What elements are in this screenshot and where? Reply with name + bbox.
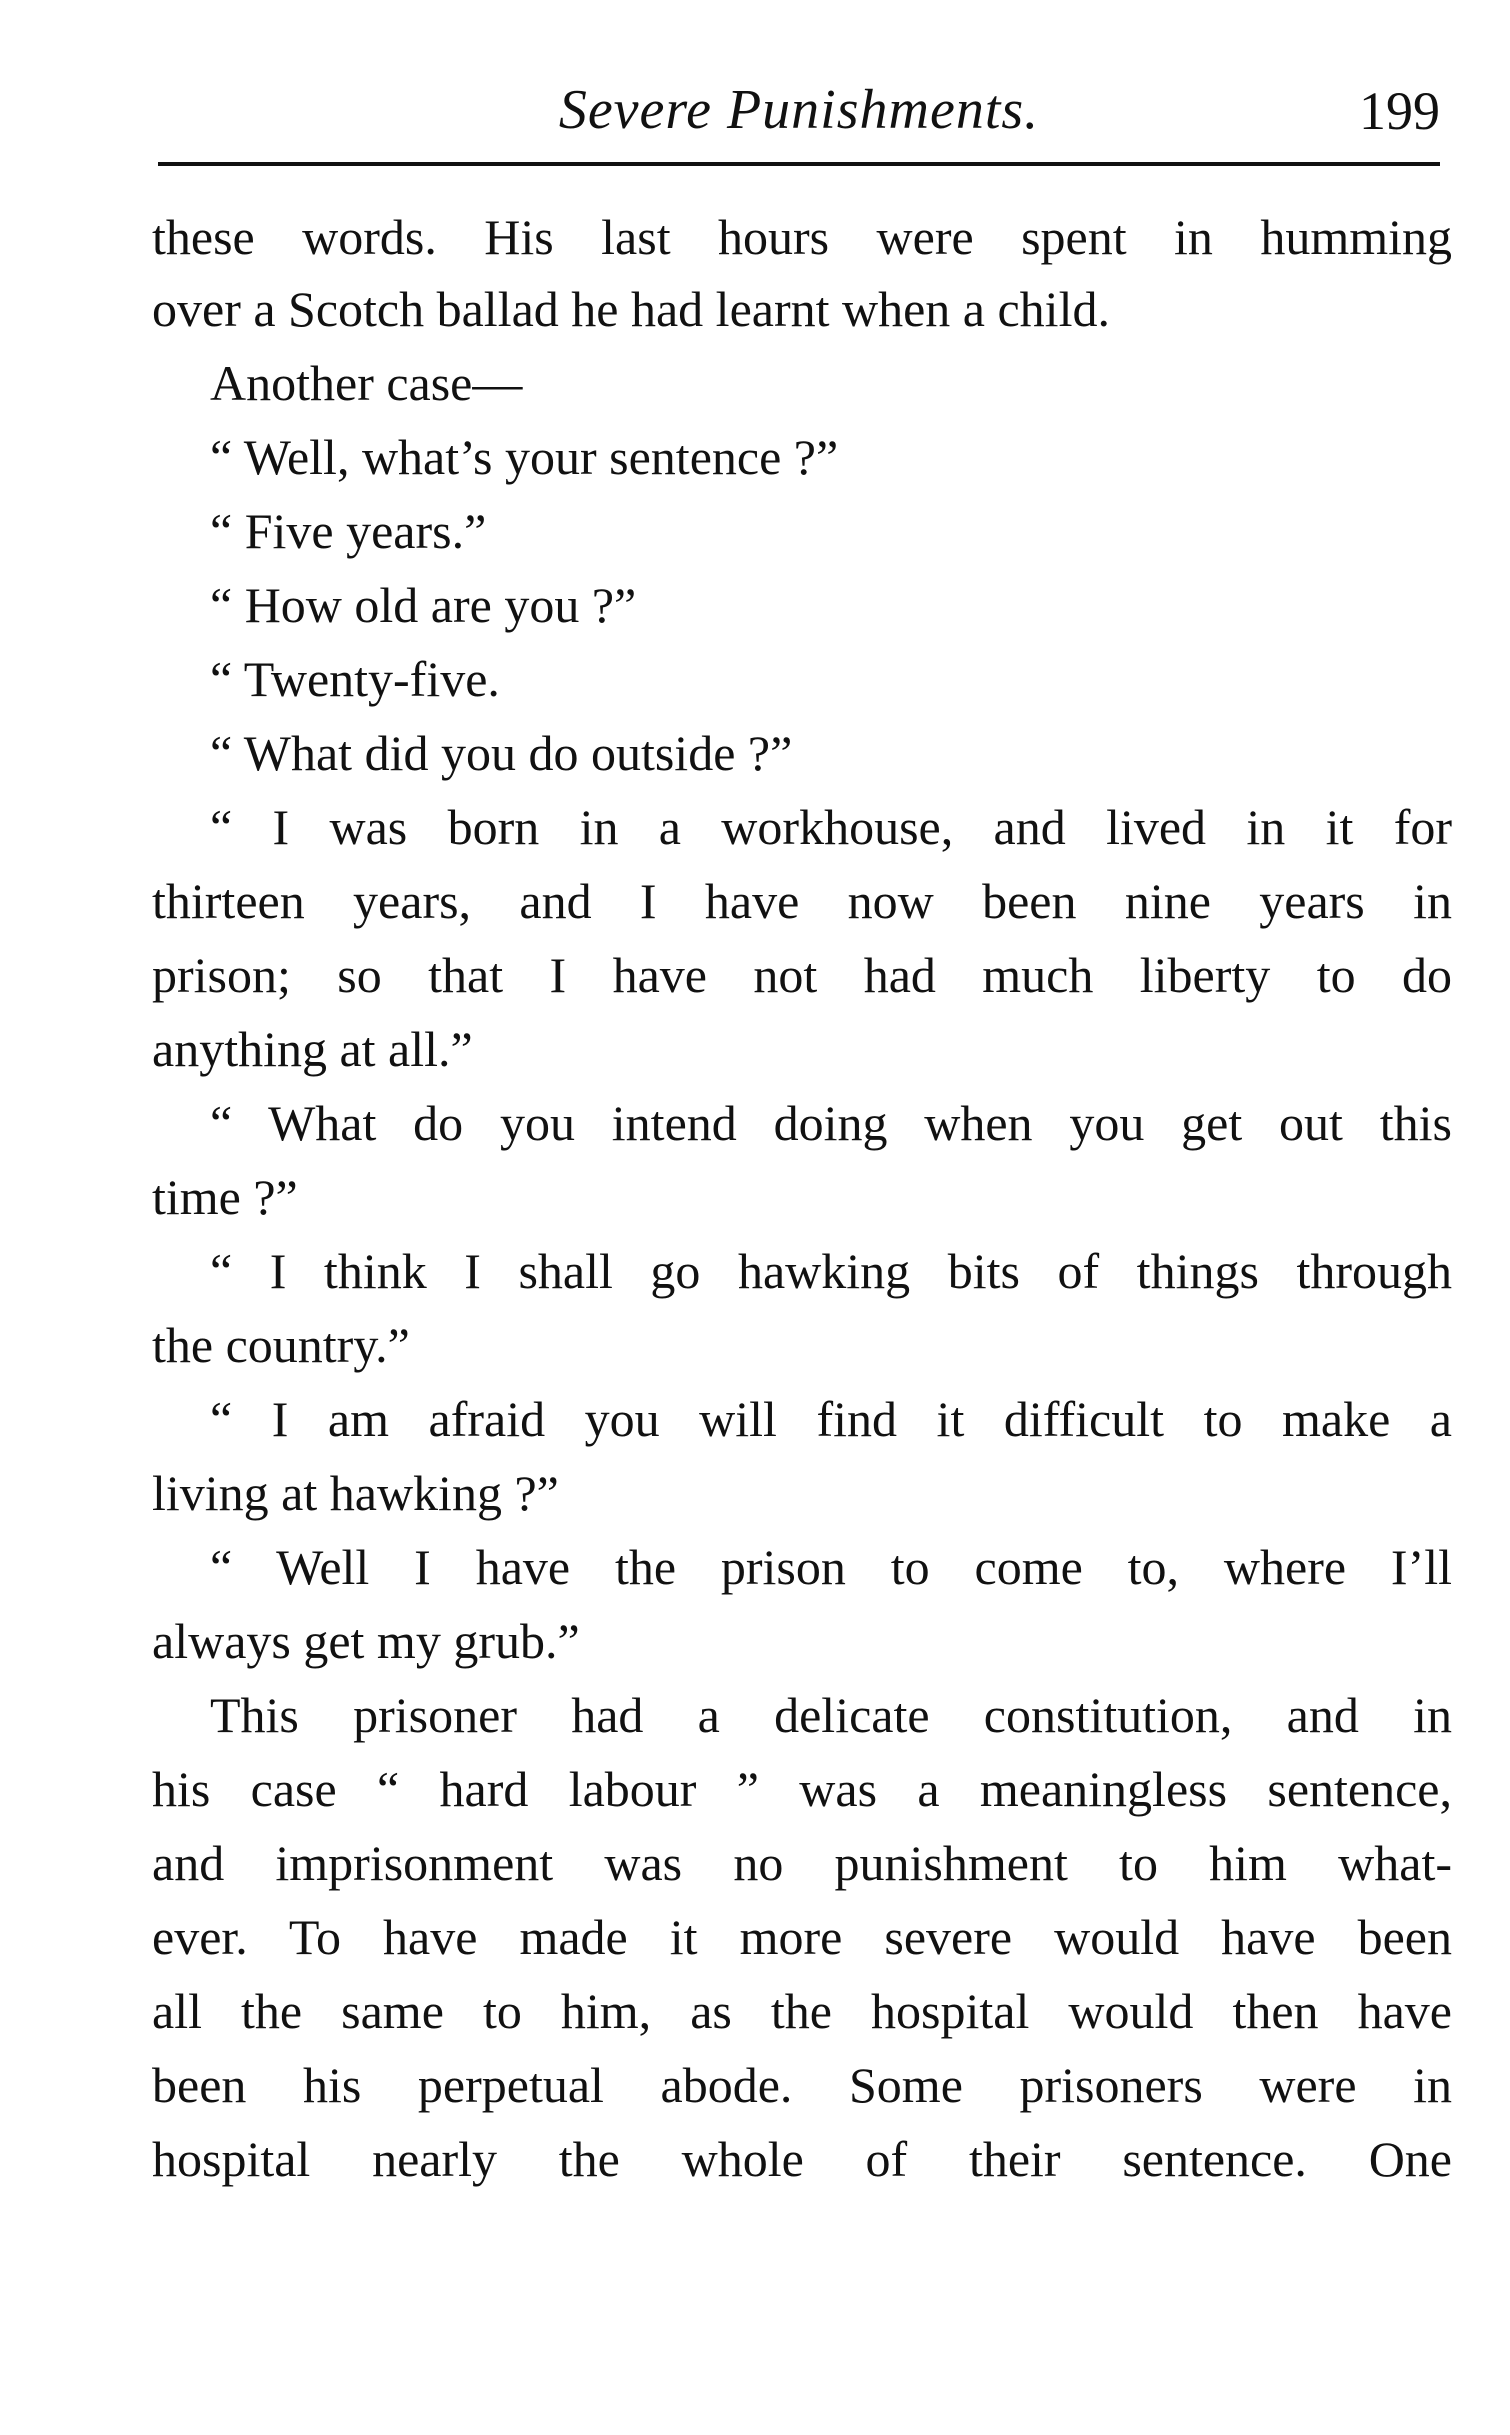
text-line: the country.”	[152, 1317, 410, 1373]
text-line: Another case—	[210, 355, 523, 411]
text-line: his case “ hard labour ” was a meaningless sentence,	[152, 1761, 1452, 1817]
text-line: “ Well I have the prison to come to, where I’ll	[210, 1539, 1452, 1595]
text-line: always get my grub.”	[152, 1613, 580, 1669]
page-header	[158, 78, 1440, 148]
text-line: these words. His last hours were spent in humming	[152, 209, 1452, 265]
header-rule	[158, 162, 1440, 166]
text-line: “ Well, what’s your sentence ?”	[210, 429, 839, 485]
text-line: ever. To have made it more severe would have been	[152, 1909, 1452, 1965]
text-line: over a Scotch ballad he had learnt when a child.	[152, 281, 1110, 337]
text-line: “ What did you do outside ?”	[210, 725, 793, 781]
text-line: “ Twenty-five.	[210, 651, 500, 707]
text-line: hospital nearly the whole of their sentence. One	[152, 2131, 1452, 2187]
running-title: Severe Punishments.	[558, 79, 1040, 141]
text-line: all the same to him, as the hospital would then have	[152, 1983, 1452, 2039]
text-line: This prisoner had a delicate constitution, and in	[210, 1687, 1452, 1743]
page-number: 199	[1359, 81, 1440, 141]
text-line: “ I think I shall go hawking bits of things through	[210, 1243, 1452, 1299]
text-line: time ?”	[152, 1169, 298, 1225]
text-line: “ I am afraid you will find it difficult to make a	[210, 1391, 1452, 1447]
text-line: “ I was born in a workhouse, and lived in it for	[210, 799, 1452, 855]
text-line: living at hawking ?”	[152, 1465, 559, 1521]
text-line: “ How old are you ?”	[210, 577, 637, 633]
text-line: anything at all.”	[152, 1021, 473, 1077]
text-line: been his perpetual abode. Some prisoners were in	[152, 2057, 1452, 2113]
text-line: prison; so that I have not had much liberty to do	[152, 947, 1452, 1003]
text-line: and imprisonment was no punishment to him what-	[152, 1835, 1452, 1891]
text-line: “ Five years.”	[210, 503, 487, 559]
text-line: “ What do you intend doing when you get out this	[210, 1095, 1452, 1151]
text-line: thirteen years, and I have now been nine years in	[152, 873, 1452, 929]
